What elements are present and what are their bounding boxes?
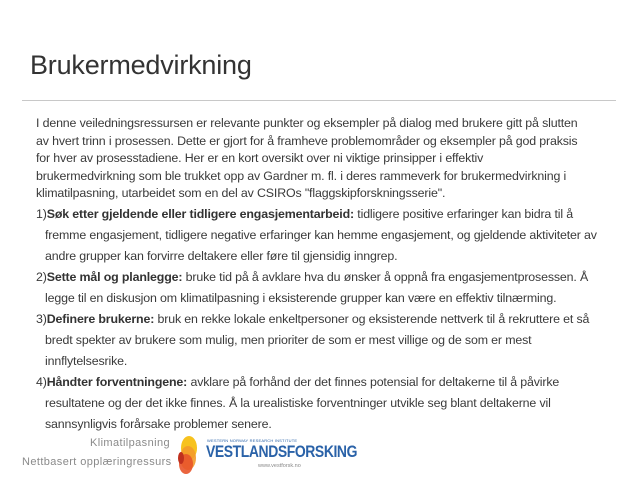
flame-logo-icon <box>175 434 199 476</box>
item-text: avklare på forhånd der det finnes potensial for deltakerne til å påvirke resultatene og der det ikke finnes. Å la urealistiske forventninger utvikle seg blant deltakerne vil sannsynligvis forårsake problemer senere. <box>45 375 560 431</box>
intro-line: klimatilpasning, utarbeidet som en del av CSIROs "flaggskipforskningsserie". <box>36 186 446 201</box>
item-text: bruk en rekke lokale enkeltpersoner og eksisterende nettverk til å rekruttere et så bredt spekter av brukere som mulig, men prioriter de som er mest villige og de som er mest innflytelsesrike. <box>45 312 590 368</box>
footer-title: Klimatilpasning <box>90 437 170 449</box>
logo-tagline: WESTERN NORWAY RESEARCH INSTITUTE <box>207 438 298 443</box>
item-text: tidligere positive erfaringer kan bidra til å fremme engasjement, tidligere negative erfaringer kan hemme engasjement, og gjeldende aktiviteter av andre grupper kan forvirre deltakere eller føre til gjensidig inngrep. <box>45 207 597 263</box>
intro-line: brukermedvirkning som ble trukket opp av Gardner m. fl. i deres rammeverk for brukermedvirkning i <box>36 168 567 183</box>
logo-url: www.vestforsk.no <box>258 463 301 469</box>
principles-list <box>36 204 611 435</box>
slide-title: Brukermedvirkning <box>30 50 252 80</box>
intro-line: av hvert trinn i prosessen. Dette er gjort for å framheve problemområder og eksempler på god praksis <box>36 133 578 148</box>
list-item <box>36 372 611 435</box>
footer <box>0 430 400 479</box>
item-lead: Søk etter gjeldende eller tidligere engasjementarbeid: <box>46 207 354 221</box>
item-text: bruke tid på å avklare hva du ønsker å oppnå fra engasjementprosessen. Å legge til en diskusjon om klimatilpasning i eksisterende grupper kan være en effektiv tilnærming. <box>45 270 589 305</box>
list-item <box>36 267 611 309</box>
intro-paragraph <box>36 115 616 203</box>
item-lead: Håndter forventningene: <box>46 375 188 389</box>
list-item <box>36 309 611 372</box>
item-number: 1) <box>36 207 47 221</box>
item-lead: Sette mål og planlegge: <box>46 270 183 284</box>
item-lead: Definere brukerne: <box>46 312 155 326</box>
title-divider <box>22 100 616 101</box>
list-item <box>36 204 611 267</box>
item-number: 4) <box>36 375 47 389</box>
vestlandsforsking-logo: VESTLANDSFORSKING <box>206 442 358 461</box>
item-number: 2) <box>36 270 47 284</box>
intro-line: for hver av prosesstadiene. Her er en kort oversikt over ni viktige prinsipper i effektiv <box>36 151 484 166</box>
footer-subtitle: Nettbasert opplæringressurs <box>22 456 172 468</box>
item-number: 3) <box>36 312 47 326</box>
intro-line: I denne veiledningsressursen er relevante punkter og eksempler på dialog med brukere gitt på slutten <box>36 116 578 130</box>
